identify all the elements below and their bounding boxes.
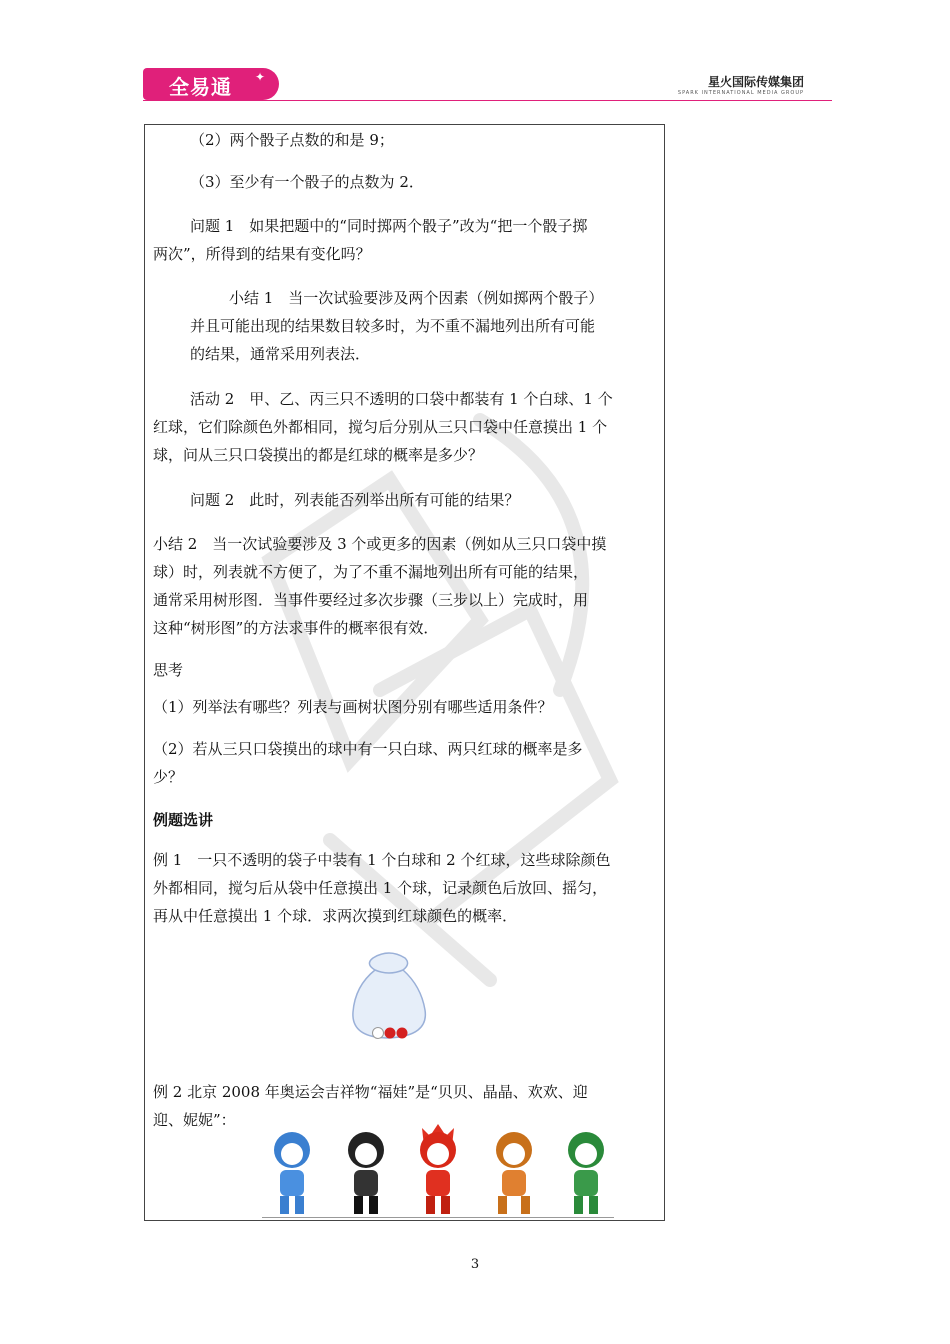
sparkle-icon: ✦: [255, 70, 267, 84]
summary-2-line3: 通常采用树形图．当事件要经过多次步骤（三步以上）完成时，用: [153, 591, 589, 609]
brand-name-cn: 星火国际传媒集团: [707, 75, 804, 89]
item-3: （3）至少有一个骰子的点数为 2．: [190, 173, 424, 191]
fuwa-mascots-illustration: [262, 1122, 614, 1218]
mascot-beibei: [274, 1132, 310, 1214]
ball-bag-illustration: [345, 950, 433, 1045]
activity-2-line2: 红球，它们除颜色外都相同，搅匀后分别从三只口袋中任意摸出 1 个: [153, 418, 608, 436]
summary-2-line2: 球）时，列表就不方便了，为了不重不漏地列出所有可能的结果，: [153, 563, 589, 581]
brand-name-en: SPARK INTERNATIONAL MEDIA GROUP: [677, 90, 804, 96]
think-2-line1: （2）若从三只口袋摸出的球中有一只白球、两只红球的概率是多: [153, 740, 583, 758]
page-number: 3: [470, 1257, 480, 1272]
example-1-line3: 再从中任意摸出 1 个球．求两次摸到红球颜色的概率．: [153, 907, 518, 925]
activity-2-line1: 活动 2 甲、乙、丙三只不透明的口袋中都装有 1 个白球、1 个: [190, 390, 613, 408]
question-1-line1: 问题 1 如果把题中的“同时掷两个骰子”改为“把一个骰子掷: [190, 217, 588, 235]
example-1-line2: 外都相同，搅匀后从袋中任意摸出 1 个球，记录颜色后放回、摇匀，: [153, 879, 608, 897]
brand-block: [678, 73, 804, 96]
summary-2-line4: 这种“树形图”的方法求事件的概率很有效．: [153, 619, 439, 637]
mascot-baseline: [262, 1217, 614, 1218]
think-heading: 思考: [153, 661, 184, 679]
think-2-line2: 少？: [153, 768, 184, 786]
header-divider: [143, 100, 832, 101]
examples-heading: 例题选讲: [153, 811, 214, 829]
think-1: （1）列举法有哪些？列表与画树状图分别有哪些适用条件？: [153, 698, 553, 716]
example-2-line1: 例 2 北京 2008 年奥运会吉祥物“福娃”是“贝贝、晶晶、欢欢、迎: [153, 1083, 588, 1101]
summary-1-line2: 并且可能出现的结果数目较多时，为不重不漏地列出所有可能: [190, 317, 596, 335]
summary-2-line1: 小结 2 当一次试验要涉及 3 个或更多的因素（例如从三只口袋中摸: [153, 535, 607, 553]
activity-2-line3: 球，问从三只口袋摸出的都是红球的概率是多少？: [153, 446, 484, 464]
example-1-line1: 例 1 一只不透明的袋子中装有 1 个白球和 2 个红球，这些球除颜色: [153, 851, 611, 869]
question-2: 问题 2 此时，列表能否列举出所有可能的结果？: [190, 491, 520, 509]
mascot-huanhuan: [420, 1124, 456, 1214]
summary-1-line1: 小结 1 当一次试验要涉及两个因素（例如掷两个骰子）: [229, 289, 604, 307]
mascot-nini: [568, 1132, 604, 1214]
item-2: （2）两个骰子点数的和是 9；: [190, 131, 394, 149]
logo-text: 全易通: [169, 75, 232, 99]
summary-1-line3: 的结果，通常采用列表法．: [190, 345, 371, 363]
mascot-jingjing: [348, 1132, 384, 1214]
brand-logo: [143, 68, 279, 100]
question-1-line2: 两次”，所得到的结果有变化吗？: [153, 245, 371, 263]
example-2-line2: 迎、妮妮”：: [153, 1111, 236, 1129]
mascot-yingying: [496, 1132, 532, 1214]
